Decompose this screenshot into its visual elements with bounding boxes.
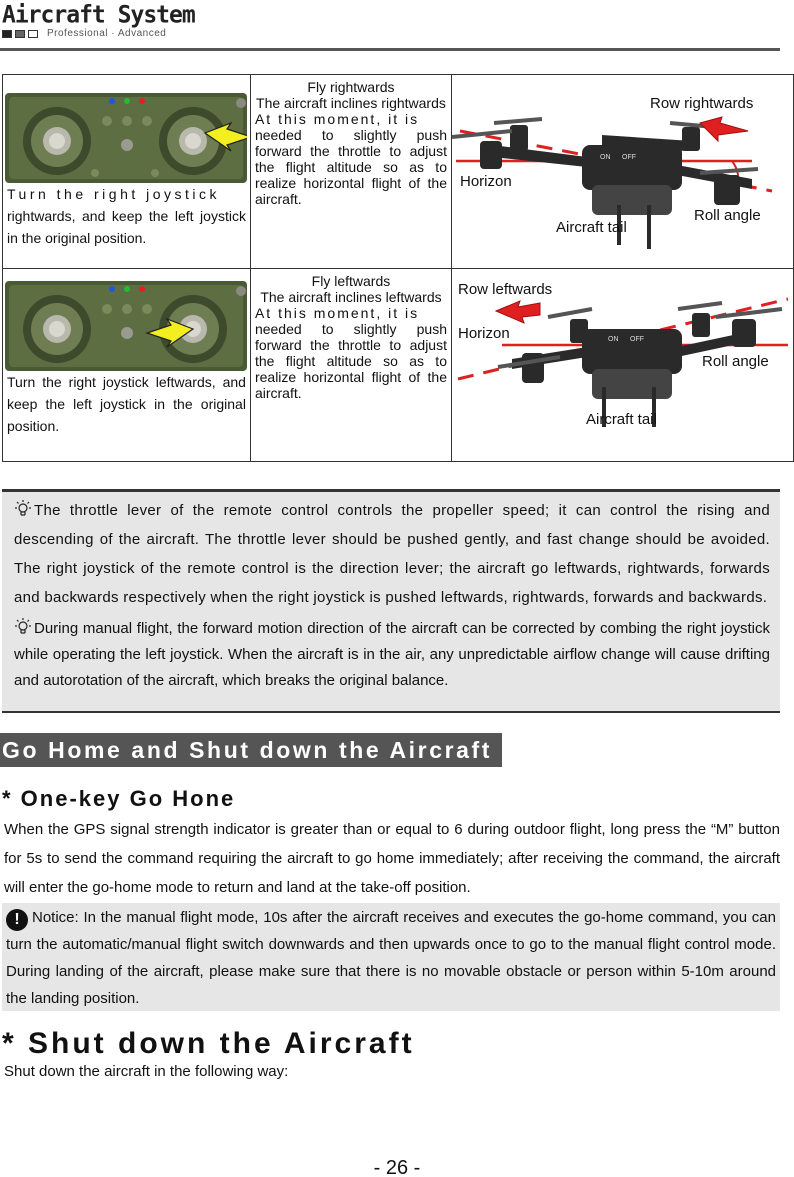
subheading-go-home: * One-key Go Hone (2, 786, 236, 811)
direction-body: needed to slightly push forward the throttle to adjust the flight altitude so as to realize horizontal flight of the aircraft. (254, 321, 447, 401)
brand-square-icon (28, 30, 38, 38)
aircraft-tail-label: Aircraft tail (555, 219, 627, 236)
brand-subline (2, 28, 195, 39)
drone-diagram-cell (451, 269, 793, 462)
horizon-label: Horizon (459, 173, 512, 190)
table-row (3, 269, 794, 462)
roll-angle-label: Roll angle (701, 353, 769, 370)
notice-box (2, 903, 780, 1011)
tip-paragraph (14, 496, 770, 612)
direction-subtitle: The aircraft inclines rightwards (256, 95, 446, 111)
horizon-label: Horizon (457, 325, 510, 342)
tips-box (2, 489, 780, 713)
tip-text: The throttle lever of the remote control controls the propeller speed; it can control the rising and descending of the aircraft. The throttle lever should be pushed gently, and fast change should be avoided. The right joystick of the remote control is the direction lever; the aircraft go leftwards, rightwards, forwards and backwards respectively when the right joystick is pushed leftwards, rightwards, forwards and backwards. (14, 502, 770, 606)
tip-text: During manual flight, the forward motion direction of the aircraft can be corrected by combing the right joystick while operating the left joystick. When the aircraft is in the air, any unpredictable airflow change will cause drifting and autorotation of the aircraft, which breaks the original balance. (14, 620, 770, 689)
header-rule (0, 48, 780, 51)
direction-title: Fly rightwards (307, 79, 395, 95)
notice-text: Notice: In the manual flight mode, 10s after the aircraft receives and executes the go-home command, you can turn the automatic/manual flight switch downwards and then upwards once to go to the manual flight control mode. During landing of the aircraft, please make sure that there is no movable obstacle or person within 5-10m around the landing position. (6, 909, 776, 1007)
description-cell (250, 269, 451, 462)
instruction-lead: Turn the right joystick (7, 186, 221, 202)
brand-square-icon (15, 30, 25, 38)
brand-title: Aircraft System (2, 1, 195, 29)
lightbulb-icon (14, 500, 32, 518)
switch-off-label: OFF (621, 154, 636, 161)
joystick-cell (3, 75, 251, 269)
brand-square-icon (2, 30, 12, 38)
switch-on-label: ON (607, 336, 619, 343)
go-home-paragraph: When the GPS signal strength indicator is greater than or equal to 6 during outdoor flight, long press the “M” button for 5s to send the command requiring the aircraft to go home immediately; after receiving the command, the aircraft will enter the go-home mode to return and land at the take-off position. (4, 821, 780, 896)
instruction-text: rightwards, and keep the left joystick in the original position. (7, 208, 246, 246)
aircraft-tail-label: Aircraft tail (585, 411, 657, 428)
description-block (251, 75, 451, 207)
direction-body: needed to slightly push forward the throttle to adjust the flight altitude so as to realize horizontal flight of the aircraft. (254, 127, 447, 207)
joystick-cell (3, 269, 251, 462)
lightbulb-icon (14, 618, 32, 636)
switch-on-label: ON (599, 154, 611, 161)
remote-controller-left-icon (5, 281, 247, 371)
tip-paragraph (14, 616, 770, 694)
direction-body-lead: At this moment, it is (254, 305, 420, 321)
remote-controller-right-icon (5, 93, 247, 183)
description-cell (250, 75, 451, 269)
subheading-shut-down: * Shut down the Aircraft (2, 1027, 415, 1060)
direction-subtitle: The aircraft inclines leftwards (260, 289, 442, 305)
exclamation-icon: ! (6, 909, 28, 931)
brand-header (2, 2, 195, 39)
brand-tagline: Professional · Advanced (47, 28, 167, 39)
roll-angle-label: Roll angle (693, 207, 761, 224)
page-number: - 26 - (373, 1157, 421, 1177)
section-heading: Go Home and Shut down the Aircraft (0, 733, 502, 767)
flight-direction-table (2, 74, 794, 462)
direction-body-lead: At this moment, it is (254, 111, 420, 127)
drone-diagram-cell (451, 75, 793, 269)
table-row (3, 75, 794, 269)
direction-title: Fly leftwards (311, 273, 391, 289)
drone-diagram-left (452, 269, 792, 459)
instruction-text: Turn the right joystick leftwards, and keep the left joystick in the original position. (7, 374, 246, 434)
drone-diagram-right (452, 75, 792, 265)
row-direction-label: Row rightwards (649, 95, 754, 112)
description-block (251, 269, 451, 401)
shut-down-paragraph: Shut down the aircraft in the following way: (4, 1063, 289, 1080)
switch-off-label: OFF (629, 336, 644, 343)
row-direction-label: Row leftwards (457, 281, 553, 298)
